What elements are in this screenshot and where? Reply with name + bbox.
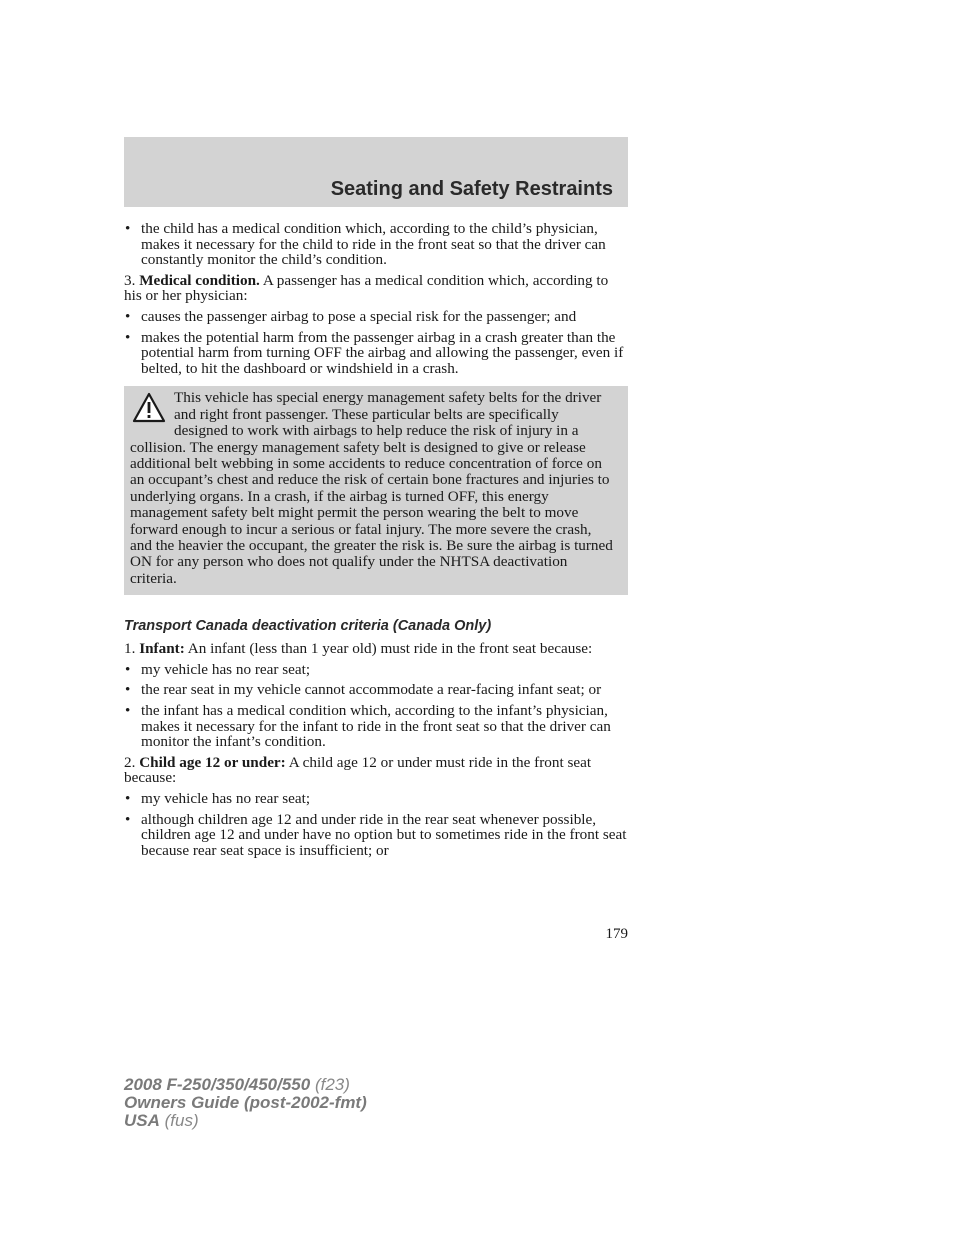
item-label: Infant: [139,640,185,658]
item-label: Child age 12 or under: [139,753,286,771]
warning-text: This vehicle has special energy management safety belts for the driver and right front passenger. These particular belts are specifically designed to work with airbags to help reduce the risk of injury in a collision. The energy management safety belt is designed to give or release additional belt webbing in some accidents to reduce concentration of force on an occupant’s chest and reduce the risk of certain bone fractures and injuries to underlying organs. In a crash, if the airbag is turned OFF, this energy management safety belt might permit the person wearing the belt to move forward enough to incur a serious or fatal injury. The more severe the crash, and the heavier the occupant, the greater the risk is. Be sure the airbag is turned ON for any person who does not qualify under the NHTSA deactivation criteria. [130,389,613,587]
infant-paragraph [124,641,628,657]
list-item: • my vehicle has no rear seat; [124,662,628,678]
item-text: A child age 12 or under must ride in the front seat because: [124,753,592,787]
item-number: 2. [124,753,136,771]
list-item: • the child has a medical condition which, according to the child’s physician, makes it necessary for the child to ride in the front seat so that the driver can constantly monitor the child’s condition. [124,221,628,268]
section-heading: Transport Canada deactivation criteria (Canada Only) [124,618,492,635]
list-item: • causes the passenger airbag to pose a special risk for the passenger; and [124,309,628,325]
warning-triangle-icon [132,392,166,424]
footer-model: 2008 F-250/350/450/550 [124,1075,311,1094]
item-number: 3. [124,271,136,289]
list-item: • makes the potential harm from the passenger airbag in a crash greater than the potential harm from turning OFF the airbag and allowing the passenger, even if belted, to hit the dashboard or windshield in a crash. [124,330,628,377]
header-band [124,137,628,207]
footer-market: USA [124,1111,160,1130]
warning-box [124,386,628,595]
footer-market-code: (fus) [164,1111,199,1130]
list-item: • the rear seat in my vehicle cannot accommodate a rear-facing infant seat; or [124,682,628,698]
footer-line-guide [124,1094,367,1112]
page-title: Seating and Safety Restraints [330,178,613,200]
item-text: A passenger has a medical condition which, according to his or her physician: [124,271,609,305]
medical-condition-paragraph [124,273,628,304]
document-footer [124,1076,367,1130]
item-number: 1. [124,640,136,658]
list-item: • my vehicle has no rear seat; [124,791,628,807]
list-item: • although children age 12 and under ride in the rear seat whenever possible, children age 12 and under have no option but to sometimes ride in the front seat because rear seat space is insufficient; or [124,812,628,859]
list-item: • the infant has a medical condition which, according to the infant’s physician, makes it necessary for the infant to ride in the front seat so that the driver can monitor the infant’s condition. [124,703,628,750]
child-paragraph [124,755,628,786]
page-number: 179 [605,926,628,942]
footer-guide: Owners Guide (post-2002-fmt) [124,1093,367,1112]
item-label: Medical condition. [139,271,260,289]
item-text: An infant (less than 1 year old) must ride in the front seat because: [187,640,593,658]
page-content [124,221,628,863]
footer-line-model [124,1076,367,1094]
footer-line-market [124,1112,367,1130]
footer-model-code: (f23) [314,1075,350,1094]
